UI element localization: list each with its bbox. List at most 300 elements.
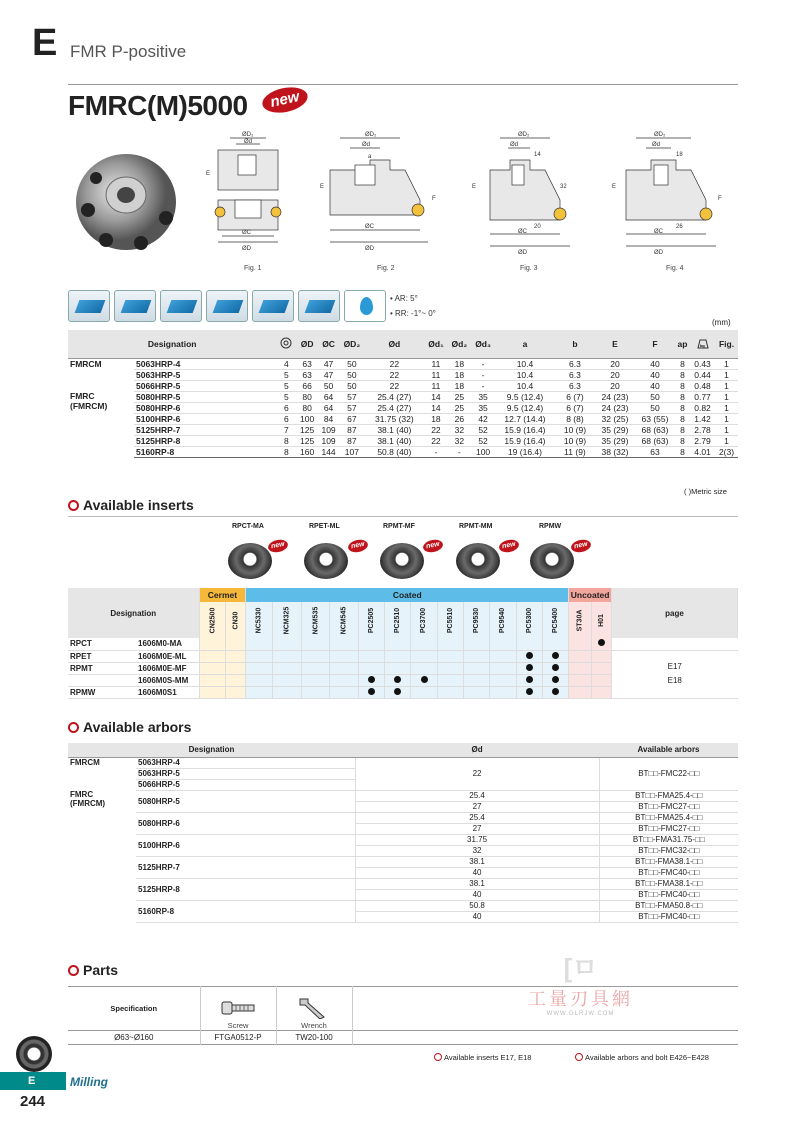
value-cell: 5 xyxy=(276,380,296,391)
weight-icon xyxy=(695,337,711,349)
availability-cell xyxy=(592,674,612,686)
face-milling-icon xyxy=(68,290,110,322)
value-cell: 57 xyxy=(339,402,364,413)
availability-cell xyxy=(569,638,592,650)
insert-pages xyxy=(612,650,738,698)
figure-2-caption: Fig. 2 xyxy=(377,265,395,272)
value-cell: 15.9 (16.4) xyxy=(495,424,555,435)
insert-code: 1606M0E-MF xyxy=(136,662,199,674)
value-cell: 25.4 (27) xyxy=(364,402,424,413)
arbor-d: 25.4 xyxy=(355,790,599,801)
parts-heading: Parts xyxy=(68,962,118,978)
value-cell: 8 xyxy=(276,446,296,457)
availability-cell xyxy=(516,662,542,674)
value-cell: 100 xyxy=(296,413,317,424)
value-cell: - xyxy=(471,369,495,380)
arbor-row xyxy=(68,812,738,823)
dimension-row xyxy=(68,358,738,369)
value-cell: 63 xyxy=(296,369,317,380)
availability-cell xyxy=(490,662,516,674)
arbor-code: BT□□-FMC22-□□ xyxy=(599,757,738,790)
value-cell: 10 (9) xyxy=(555,424,595,435)
designation-cell: 5080HRP-6 xyxy=(134,402,276,413)
value-cell: 84 xyxy=(318,413,339,424)
svg-text:26: 26 xyxy=(676,224,683,230)
arbor-row xyxy=(68,878,738,889)
value-cell: 19 (16.4) xyxy=(495,446,555,457)
figure-3-caption: Fig. 3 xyxy=(520,265,538,272)
insert-image-rpet xyxy=(304,543,348,579)
arbor-code: BT□□-FMC27-□□ xyxy=(599,823,738,834)
insert-label-1: RPCT-MA xyxy=(232,523,264,530)
availability-cell xyxy=(385,650,411,662)
svg-text:ØC: ØC xyxy=(365,224,374,230)
value-cell: 22 xyxy=(364,369,424,380)
availability-cell xyxy=(437,662,463,674)
availability-cell xyxy=(199,650,226,662)
value-cell: 7 xyxy=(276,424,296,435)
arbor-d: 25.4 xyxy=(355,812,599,823)
new-badge-4: new xyxy=(498,538,520,554)
section-bullet-icon xyxy=(68,500,79,511)
arbor-d: 32 xyxy=(355,845,599,856)
value-cell: 6.3 xyxy=(555,369,595,380)
value-cell: 32 xyxy=(448,435,472,446)
value-cell: 47 xyxy=(318,358,339,369)
wrench-label: Wrench xyxy=(301,1021,327,1030)
designation-cell: 5100HRP-6 xyxy=(134,413,276,424)
value-cell: 64 xyxy=(318,402,339,413)
arbor-code: BT□□-FMA31.75-□□ xyxy=(599,834,738,845)
figure-2-drawing xyxy=(310,130,440,260)
dimension-row xyxy=(68,446,738,457)
availability-cell xyxy=(542,638,568,650)
availability-cell xyxy=(358,686,384,698)
group-name: FMRC (FMRCM) xyxy=(70,391,108,411)
value-cell: 1 xyxy=(715,413,738,424)
availability-cell xyxy=(330,650,359,662)
page-ref[interactable]: E17 xyxy=(667,662,682,671)
svg-text:E: E xyxy=(612,184,617,190)
arbors-heading: Available arbors xyxy=(68,719,191,735)
value-cell: 0.48 xyxy=(690,380,715,391)
grade-header: PC5400 xyxy=(542,602,568,638)
value-cell: 14 xyxy=(424,391,447,402)
value-cell: 109 xyxy=(318,435,339,446)
arb-col-designation: Designation xyxy=(68,743,355,757)
availability-cell xyxy=(301,650,330,662)
availability-cell xyxy=(226,662,246,674)
value-cell: 50 xyxy=(339,369,364,380)
value-cell: 9.5 (12.4) xyxy=(495,391,555,402)
designation-cell: 5080HRP-5 xyxy=(134,391,276,402)
available-dot-icon xyxy=(526,664,533,671)
availability-cell xyxy=(437,638,463,650)
value-cell: 25.4 (27) xyxy=(364,391,424,402)
coolant-icon xyxy=(344,290,386,322)
availability-cell xyxy=(464,650,490,662)
availability-cell xyxy=(516,650,542,662)
value-cell: 1 xyxy=(715,380,738,391)
arbor-d: 40 xyxy=(355,911,599,922)
value-cell: 42 xyxy=(471,413,495,424)
value-cell: 32 xyxy=(448,424,472,435)
parts-screw-code: FTGA0512-P xyxy=(200,1031,276,1045)
figure-4-drawing xyxy=(606,130,736,260)
availability-cell xyxy=(464,638,490,650)
value-cell: 8 xyxy=(675,446,690,457)
value-cell: 1 xyxy=(715,358,738,369)
value-cell: 4 xyxy=(276,358,296,369)
value-cell: 4.01 xyxy=(690,446,715,457)
value-cell: 10.4 xyxy=(495,369,555,380)
availability-cell xyxy=(569,650,592,662)
arbor-d: 50.8 xyxy=(355,900,599,911)
footer-ref-inserts[interactable]: Available inserts E17, E18 xyxy=(434,1052,531,1062)
value-cell: 57 xyxy=(339,391,364,402)
section-bullet-icon xyxy=(68,722,79,733)
availability-cell xyxy=(301,638,330,650)
insert-series: RPET xyxy=(68,650,136,662)
available-dot-icon xyxy=(526,688,533,695)
value-cell: 25 xyxy=(448,402,472,413)
arb-col-d: Ød xyxy=(355,743,599,757)
arbor-code: BT□□-FMC40-□□ xyxy=(599,889,738,900)
availability-cell xyxy=(358,662,384,674)
availability-cell xyxy=(437,674,463,686)
dimension-row xyxy=(68,369,738,380)
grade-header: NCM545 xyxy=(330,602,359,638)
col-F: F xyxy=(635,330,675,358)
parts-wrench-cell xyxy=(276,987,352,1031)
value-cell: 22 xyxy=(364,380,424,391)
inserts-table xyxy=(68,588,738,699)
svg-text:Ød: Ød xyxy=(244,139,253,145)
availability-cell xyxy=(199,674,226,686)
watermark-logo: [ㅁ xyxy=(563,953,598,983)
available-dot-icon xyxy=(598,639,605,646)
col-d1: Ød₁ xyxy=(424,330,447,358)
svg-text:ØD₂: ØD₂ xyxy=(518,132,530,138)
availability-cell xyxy=(464,686,490,698)
availability-cell xyxy=(330,686,359,698)
value-cell: 20 xyxy=(595,380,635,391)
value-cell: 8 xyxy=(675,402,690,413)
svg-text:ØD₂: ØD₂ xyxy=(242,132,254,138)
value-cell: 32 (25) xyxy=(595,413,635,424)
availability-cell xyxy=(542,674,568,686)
availability-cell xyxy=(385,686,411,698)
value-cell: 10 (9) xyxy=(555,435,595,446)
arbor-code: BT□□-FMA25.4-□□ xyxy=(599,790,738,801)
value-cell: 87 xyxy=(339,435,364,446)
value-cell: 18 xyxy=(448,380,472,391)
arbor-designation: 5063HRP-5 xyxy=(136,768,355,779)
col-a: a xyxy=(495,330,555,358)
availability-cell xyxy=(437,686,463,698)
arbor-row xyxy=(68,757,738,768)
designation-cell: 5125HRP-7 xyxy=(134,424,276,435)
col-d3: Ød₃ xyxy=(471,330,495,358)
svg-text:ØD: ØD xyxy=(518,250,527,256)
value-cell: 20 xyxy=(595,369,635,380)
availability-cell xyxy=(542,662,568,674)
availability-cell xyxy=(516,686,542,698)
availability-cell xyxy=(199,638,226,650)
arbor-d: 27 xyxy=(355,801,599,812)
arbor-designation: 5080HRP-6 xyxy=(136,812,355,834)
value-cell: 0.43 xyxy=(690,358,715,369)
value-cell: 40 xyxy=(635,358,675,369)
value-cell: 50 xyxy=(635,402,675,413)
arbor-d: 40 xyxy=(355,867,599,878)
grade-header: PC2505 xyxy=(358,602,384,638)
value-cell: 11 (9) xyxy=(555,446,595,457)
value-cell: 22 xyxy=(424,424,447,435)
arbor-d: 38.1 xyxy=(355,878,599,889)
availability-cell xyxy=(490,650,516,662)
value-cell: 40 xyxy=(635,369,675,380)
grade-header: PC9540 xyxy=(490,602,516,638)
availability-cell xyxy=(411,662,437,674)
value-cell: 5 xyxy=(276,369,296,380)
value-cell: 12.7 (14.4) xyxy=(495,413,555,424)
value-cell: 25 xyxy=(448,391,472,402)
availability-cell xyxy=(411,686,437,698)
availability-cell xyxy=(246,674,273,686)
value-cell: 50.8 (40) xyxy=(364,446,424,457)
value-cell: 35 (29) xyxy=(595,435,635,446)
arbor-code: BT□□-FMA50.8-□□ xyxy=(599,900,738,911)
availability-cell xyxy=(437,650,463,662)
value-cell: 6 xyxy=(276,402,296,413)
value-cell: - xyxy=(471,358,495,369)
col-E: E xyxy=(595,330,635,358)
arbor-designation: 5160RP-8 xyxy=(136,900,355,922)
dimension-row xyxy=(68,380,738,391)
chapter-badge: E xyxy=(0,1072,66,1090)
availability-cell xyxy=(330,662,359,674)
unit-label: (mm) xyxy=(712,318,731,327)
insert-code: 1606M0S1 xyxy=(136,686,199,698)
screw-label: Screw xyxy=(227,1021,249,1030)
value-cell: 0.77 xyxy=(690,391,715,402)
value-cell: - xyxy=(448,446,472,457)
designation-cell: 5125HRP-8 xyxy=(134,435,276,446)
availability-cell xyxy=(542,686,568,698)
value-cell: 47 xyxy=(318,369,339,380)
parts-screw-cell xyxy=(200,987,276,1031)
availability-cell xyxy=(490,638,516,650)
grade-header: NC5330 xyxy=(246,602,273,638)
svg-text:ØC: ØC xyxy=(654,229,663,235)
availability-cell xyxy=(358,674,384,686)
value-cell: 50 xyxy=(635,391,675,402)
arbor-d: 27 xyxy=(355,823,599,834)
insert-code: 1606M0E-ML xyxy=(136,650,199,662)
value-cell: 8 xyxy=(675,413,690,424)
value-cell: 144 xyxy=(318,446,339,457)
value-cell: 107 xyxy=(339,446,364,457)
insert-series: RPMW xyxy=(68,686,136,698)
section-letter: E xyxy=(32,22,58,64)
insert-code: 1606M0S-MM xyxy=(136,674,199,686)
group-name: FMRCM xyxy=(70,757,100,767)
insert-row xyxy=(68,650,738,662)
col-D2: ØD₂ xyxy=(339,330,364,358)
value-cell: 100 xyxy=(471,446,495,457)
arbor-code: BT□□-FMC40-□□ xyxy=(599,911,738,922)
available-dot-icon xyxy=(526,652,533,659)
section-bullet-icon xyxy=(68,965,79,976)
value-cell: 50 xyxy=(339,380,364,391)
available-dot-icon xyxy=(394,676,401,683)
value-cell: 14 xyxy=(424,402,447,413)
svg-text:E: E xyxy=(472,184,477,190)
watermark xyxy=(528,948,633,1017)
availability-cell xyxy=(569,662,592,674)
available-dot-icon xyxy=(552,688,559,695)
insert-label-2: RPET-ML xyxy=(309,523,340,530)
value-cell: 2(3) xyxy=(715,446,738,457)
value-cell: 8 xyxy=(276,435,296,446)
value-cell: 8 xyxy=(675,358,690,369)
section-title: FMR P-positive xyxy=(70,42,187,61)
available-dot-icon xyxy=(394,688,401,695)
value-cell: 6 (7) xyxy=(555,402,595,413)
col-weight xyxy=(690,330,715,358)
grade-header: NCM535 xyxy=(301,602,330,638)
availability-cell xyxy=(272,650,301,662)
availability-cell xyxy=(330,638,359,650)
value-cell: 38.1 (40) xyxy=(364,435,424,446)
availability-cell xyxy=(246,662,273,674)
insert-image-rpct xyxy=(228,543,272,579)
value-cell: 11 xyxy=(424,380,447,391)
arbor-designation: 5100HRP-6 xyxy=(136,834,355,856)
availability-cell xyxy=(592,650,612,662)
value-cell: 125 xyxy=(296,435,317,446)
product-title: FMRC(M)5000 xyxy=(68,90,248,121)
value-cell: 64 xyxy=(318,391,339,402)
availability-cell xyxy=(226,674,246,686)
value-cell: 63 (55) xyxy=(635,413,675,424)
svg-text:Ød: Ød xyxy=(362,142,371,148)
footer-ref-arbors[interactable]: Available arbors and bolt E426~E428 xyxy=(575,1052,709,1062)
availability-cell xyxy=(516,638,542,650)
available-dot-icon xyxy=(552,676,559,683)
insert-image-rpmw xyxy=(530,543,574,579)
value-cell: 18 xyxy=(424,413,447,424)
ins-col-designation: Designation xyxy=(68,588,199,638)
value-cell: 1.42 xyxy=(690,413,715,424)
milling-cutter-icon xyxy=(16,1036,52,1072)
insert-series: RPCT xyxy=(68,638,136,650)
available-dot-icon xyxy=(526,676,533,683)
availability-cell xyxy=(490,686,516,698)
availability-cell xyxy=(301,674,330,686)
arbor-designation: 5125HRP-7 xyxy=(136,856,355,878)
link-bullet-icon xyxy=(434,1053,442,1061)
value-cell: 6 (7) xyxy=(555,391,595,402)
value-cell: 1 xyxy=(715,391,738,402)
availability-cell xyxy=(199,662,226,674)
grade-header: H01 xyxy=(592,602,612,638)
grade-header: PC5300 xyxy=(516,602,542,638)
parts-spec-label: Specification xyxy=(68,987,200,1031)
arbor-row xyxy=(68,790,738,801)
figure-4-caption: Fig. 4 xyxy=(666,265,684,272)
arbor-code: BT□□-FMC27-□□ xyxy=(599,801,738,812)
dimension-table xyxy=(68,330,738,458)
availability-cell xyxy=(464,674,490,686)
availability-cell xyxy=(246,686,273,698)
value-cell: 6.3 xyxy=(555,380,595,391)
value-cell: 1 xyxy=(715,424,738,435)
availability-cell xyxy=(592,662,612,674)
watermark-cn: 工量刃具網 xyxy=(528,989,633,1009)
new-badge-3: new xyxy=(422,538,444,554)
availability-cell xyxy=(490,674,516,686)
value-cell: 10.4 xyxy=(495,358,555,369)
availability-cell xyxy=(385,662,411,674)
value-cell: 18 xyxy=(448,358,472,369)
availability-cell xyxy=(246,650,273,662)
designation-cell: 5066HRP-5 xyxy=(134,380,276,391)
availability-cell xyxy=(464,662,490,674)
value-cell: 11 xyxy=(424,358,447,369)
value-cell: 125 xyxy=(296,424,317,435)
availability-cell xyxy=(411,638,437,650)
page-ref[interactable]: E18 xyxy=(667,676,682,685)
availability-cell xyxy=(358,650,384,662)
svg-text:Ød: Ød xyxy=(652,142,661,148)
arbor-row xyxy=(68,856,738,867)
col-b: b xyxy=(555,330,595,358)
value-cell: 50 xyxy=(318,380,339,391)
svg-text:ØD: ØD xyxy=(654,250,663,256)
availability-cell xyxy=(272,662,301,674)
insert-label-5: RPMW xyxy=(539,523,562,530)
availability-cell xyxy=(411,674,437,686)
svg-text:14: 14 xyxy=(534,152,541,158)
value-cell: 22 xyxy=(364,358,424,369)
availability-cell xyxy=(358,638,384,650)
svg-text:Ød: Ød xyxy=(510,142,519,148)
figure-1-caption: Fig. 1 xyxy=(244,265,262,272)
value-cell: 80 xyxy=(296,402,317,413)
shoulder-milling-icon xyxy=(114,290,156,322)
value-cell: 20 xyxy=(595,358,635,369)
arbor-d: 31.75 xyxy=(355,834,599,845)
value-cell: 22 xyxy=(424,435,447,446)
value-cell: 68 (63) xyxy=(635,435,675,446)
value-cell: 160 xyxy=(296,446,317,457)
availability-cell xyxy=(569,674,592,686)
ins-cat-uncoated: Uncoated xyxy=(569,588,612,602)
insert-row xyxy=(68,638,738,650)
dimension-row xyxy=(68,435,738,446)
metric-note: ( )Metric size xyxy=(684,487,727,496)
available-dot-icon xyxy=(552,664,559,671)
arb-col-arbors: Available arbors xyxy=(599,743,738,757)
availability-cell xyxy=(301,686,330,698)
pocketing-icon xyxy=(206,290,248,322)
link-bullet-icon xyxy=(575,1053,583,1061)
value-cell: 35 (29) xyxy=(595,424,635,435)
availability-cell xyxy=(385,674,411,686)
screw-icon xyxy=(218,995,258,1019)
